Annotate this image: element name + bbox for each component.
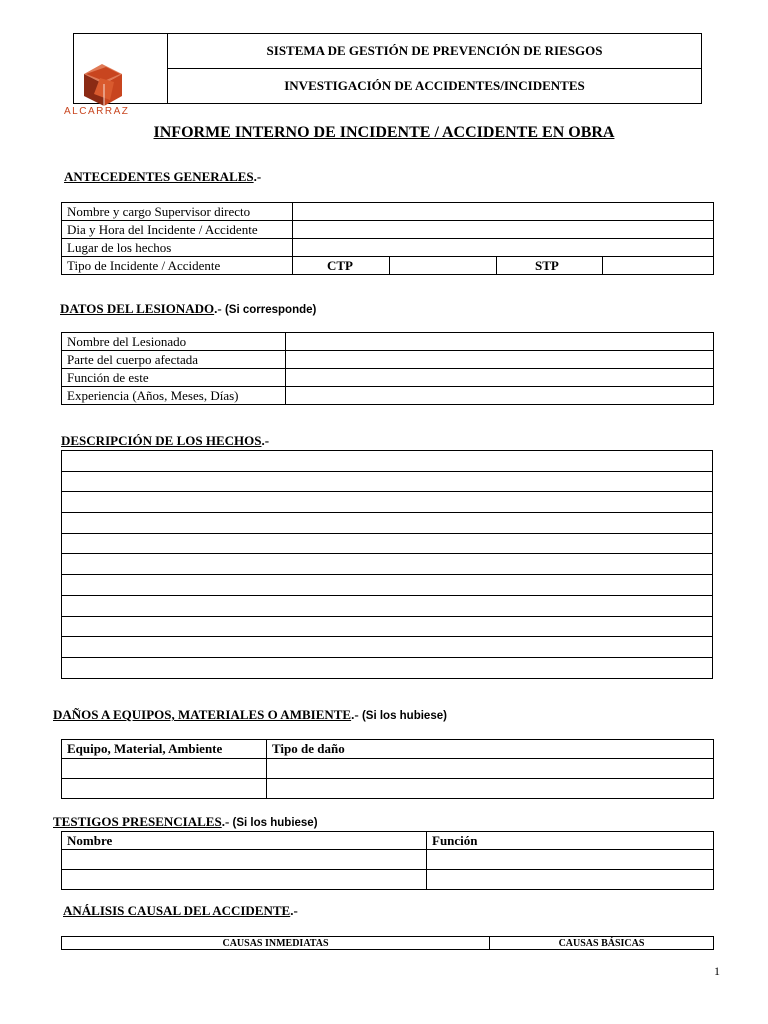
description-line [62, 492, 713, 513]
description-line [62, 471, 713, 492]
section-heading: ANÁLISIS CAUSAL DEL ACCIDENTE [63, 903, 291, 918]
damage-type-field[interactable] [267, 759, 714, 779]
section-suffix: .- [221, 814, 230, 829]
equipment-field[interactable] [62, 779, 267, 799]
antecedentes-table [61, 202, 714, 275]
description-line [62, 533, 713, 554]
description-line [62, 595, 713, 616]
description-line [62, 575, 713, 596]
description-line [62, 616, 713, 637]
page-number: 1 [714, 964, 720, 978]
equipment-field[interactable] [62, 759, 267, 779]
table-row [62, 387, 714, 405]
system-title: SISTEMA DE GESTIÓN DE PREVENCIÓN DE RIESGOS [168, 34, 702, 69]
description-field[interactable] [62, 471, 713, 492]
section-heading: DAÑOS A EQUIPOS, MATERIALES O AMBIENTE [53, 707, 352, 722]
field-label: Dia y Hora del Incidente / Accidente [62, 221, 293, 239]
section-danos [53, 707, 447, 723]
column-header: Tipo de daño [267, 740, 714, 759]
description-field[interactable] [62, 492, 713, 513]
table-header-row [62, 937, 714, 950]
description-line [62, 637, 713, 658]
document-subtitle: INVESTIGACIÓN DE ACCIDENTES/INCIDENTES [168, 69, 702, 104]
table-row [62, 369, 714, 387]
column-header: Nombre [62, 832, 427, 850]
section-suffix: .- [261, 433, 270, 448]
column-header: Equipo, Material, Ambiente [62, 740, 267, 759]
table-row [62, 779, 714, 799]
injured-name-field[interactable] [286, 333, 714, 351]
logo-wordmark: ALCARRAZ [64, 106, 130, 117]
ctp-field[interactable] [390, 257, 497, 275]
table-row [62, 257, 714, 275]
description-line [62, 554, 713, 575]
field-label: Experiencia (Años, Meses, Días) [62, 387, 286, 405]
description-line [62, 451, 713, 472]
section-heading: TESTIGOS PRESENCIALES [53, 814, 222, 829]
experience-field[interactable] [286, 387, 714, 405]
section-note: (Si corresponde) [224, 304, 317, 316]
section-suffix: .- [351, 707, 359, 722]
description-field[interactable] [62, 533, 713, 554]
column-header: CAUSAS INMEDIATAS [62, 937, 490, 950]
witness-role-field[interactable] [427, 870, 714, 890]
body-part-field[interactable] [286, 351, 714, 369]
role-field[interactable] [286, 369, 714, 387]
stp-label: STP [497, 257, 603, 275]
description-field[interactable] [62, 595, 713, 616]
damage-table [61, 739, 714, 799]
field-label: Nombre del Lesionado [62, 333, 286, 351]
witness-name-field[interactable] [62, 870, 427, 890]
description-line [62, 513, 713, 534]
description-field[interactable] [62, 657, 713, 678]
description-field[interactable] [62, 513, 713, 534]
section-suffix: .- [214, 301, 222, 316]
table-header-row [62, 740, 714, 759]
table-row [62, 221, 714, 239]
ctp-label: CTP [293, 257, 390, 275]
section-testigos [53, 814, 318, 830]
witness-name-field[interactable] [62, 850, 427, 870]
table-row [62, 351, 714, 369]
section-lesionado [60, 301, 316, 317]
table-row [62, 333, 714, 351]
causal-table [61, 936, 714, 950]
table-header-row [62, 832, 714, 850]
document-title: INFORME INTERNO DE INCIDENTE / ACCIDENTE EN OBRA [153, 124, 615, 141]
field-label: Lugar de los hechos [62, 239, 293, 257]
field-label: Parte del cuerpo afectada [62, 351, 286, 369]
description-field[interactable] [62, 451, 713, 472]
section-note: (Si los hubiese) [361, 710, 447, 722]
damage-type-field[interactable] [267, 779, 714, 799]
description-field[interactable] [62, 575, 713, 596]
table-row [62, 870, 714, 890]
table-row [62, 203, 714, 221]
document-header [64, 33, 702, 117]
section-heading: ANTECEDENTES GENERALES [64, 169, 254, 184]
section-note: (Si los hubiese) [232, 817, 318, 829]
location-field[interactable] [293, 239, 714, 257]
supervisor-field[interactable] [293, 203, 714, 221]
company-logo [74, 34, 167, 104]
lesionado-table [61, 332, 714, 405]
section-suffix: .- [290, 903, 298, 918]
witnesses-table [61, 831, 714, 890]
description-table [61, 450, 713, 679]
section-analisis [63, 903, 298, 919]
column-header: CAUSAS BÁSICAS [490, 937, 714, 950]
section-descripcion [61, 433, 269, 449]
field-label: Nombre y cargo Supervisor directo [62, 203, 293, 221]
logo-cell [64, 34, 168, 117]
section-heading: DESCRIPCIÓN DE LOS HECHOS [61, 433, 262, 448]
field-label: Tipo de Incidente / Accidente [62, 257, 293, 275]
witness-role-field[interactable] [427, 850, 714, 870]
section-antecedentes [64, 169, 261, 185]
section-heading: DATOS DEL LESIONADO [60, 301, 215, 316]
section-suffix: .- [253, 169, 262, 184]
table-row [62, 759, 714, 779]
description-field[interactable] [62, 637, 713, 658]
stp-field[interactable] [603, 257, 714, 275]
date-time-field[interactable] [293, 221, 714, 239]
description-field[interactable] [62, 616, 713, 637]
description-line [62, 657, 713, 678]
field-label: Función de este [62, 369, 286, 387]
description-field[interactable] [62, 554, 713, 575]
table-row [62, 239, 714, 257]
table-row [62, 850, 714, 870]
column-header: Función [427, 832, 714, 850]
